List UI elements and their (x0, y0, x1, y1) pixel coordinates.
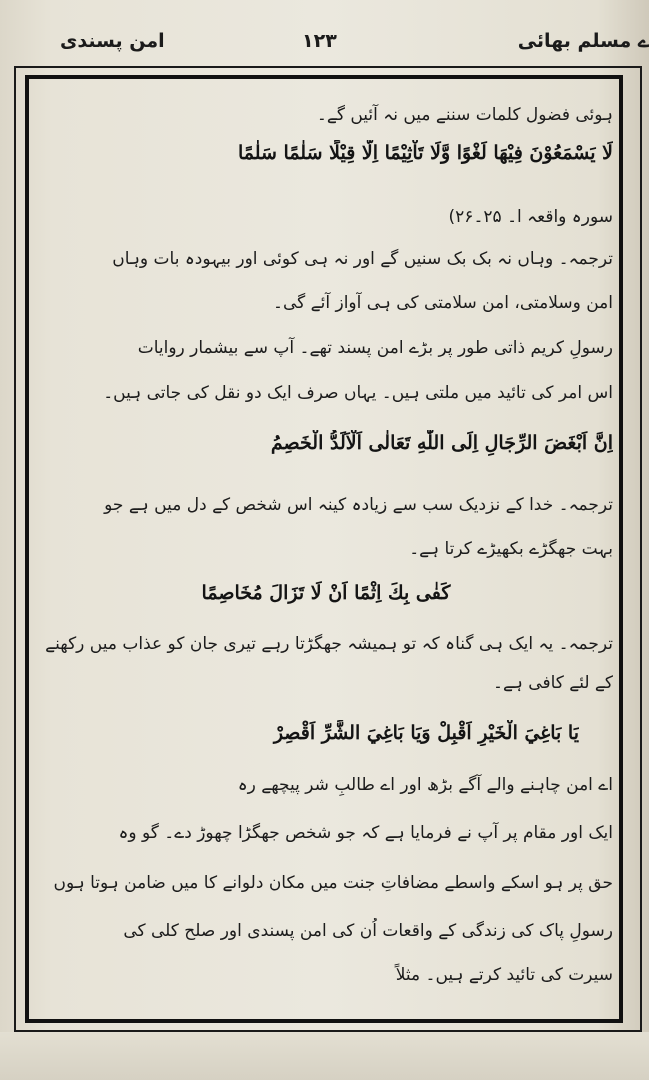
page-number: ١٢٣ (302, 30, 337, 52)
text-line: کے لئے کافی ہے۔ (493, 673, 613, 693)
text-line: ایک اور مقام پر آپ نے فرمایا ہے کہ جو شخص جھگڑا چھوڑ دے۔ گو وہ (118, 823, 613, 843)
text-line: ترجمہ۔ وہاں نہ بک بک سنیں گے اور نہ ہی کوئی اور بیہودہ بات وہاں (112, 249, 613, 269)
text-line: بہت جھگڑے بکھیڑے کرتا ہے۔ (409, 539, 613, 559)
text-line: ترجمہ۔ خدا کے نزدیک سب سے زیادہ کینہ اس شخص کے دل میں ہے جو (104, 495, 613, 515)
arabic-hadith: يَا بَاغِيَ الْخَيْرِ اَقْبِلْ وَيَا بَاغِيَ الشَّرِّ اَقْصِرْ (273, 722, 579, 744)
text-line: اس امر کی تائید میں ملتی ہیں۔ یہاں صرف ایک دو نقل کی جاتی ہیں۔ (103, 383, 613, 403)
text-line: رسولِ پاک کی زندگی کے واقعات اُن کی امن پسندی اور صلح کلی کی (123, 921, 613, 941)
text-line: سیرت کی تائید کرتے ہیں۔ مثلاً (395, 965, 613, 985)
text-line: ہوئی فضول کلمات سننے میں نہ آئیں گے۔ (316, 105, 613, 125)
text-line: ترجمہ۔ یہ ایک ہی گناہ کہ تو ہمیشہ جھگڑتا رہے تیری جان کو عذاب میں رکھنے (45, 634, 613, 654)
arabic-verse: لَا يَسْمَعُوْنَ فِيْهَا لَغْوًا وَّلَا تَاْثِيْمًا اِلَّا قِيْلًا سَلٰمًا سَلٰمًا (237, 142, 613, 164)
page-body (29, 80, 619, 1020)
page-bottom-margin (0, 1032, 649, 1080)
arabic-hadith: كَفٰى بِكَ اِثْمًا اَنْ لَا تَزَالَ مُخَاصِمًا (201, 582, 451, 604)
text-line: رسولِ کریم ذاتی طور پر بڑے امن پسند تھے۔ آپ سے بیشمار روایات (137, 338, 613, 358)
text-line: اے امن چاہنے والے آگے بڑھ اور اے طالبِ شر پیچھے رہ (237, 775, 613, 795)
arabic-hadith: اِنَّ اَبْغَضَ الرِّجَالِ اِلَى اللّٰهِ تَعَالٰى اَلْاَلَدُّ الْخَصِمُ (270, 432, 613, 454)
page-header (0, 0, 649, 64)
text-line: حق پر ہو اسکے واسطے مضافاتِ جنت میں مکان دلوانے کا میں ضامن ہوتا ہوں (53, 873, 613, 893)
header-book-title: ے مسلم بھائی (517, 30, 649, 52)
text-line: امن وسلامتی، امن سلامتی کی ہی آواز آئے گی۔ (273, 293, 613, 313)
header-chapter-title: امن پسندی (60, 30, 165, 52)
verse-reference: سورہ واقعہ ا۔ ۲۵۔۲۶) (448, 207, 613, 227)
